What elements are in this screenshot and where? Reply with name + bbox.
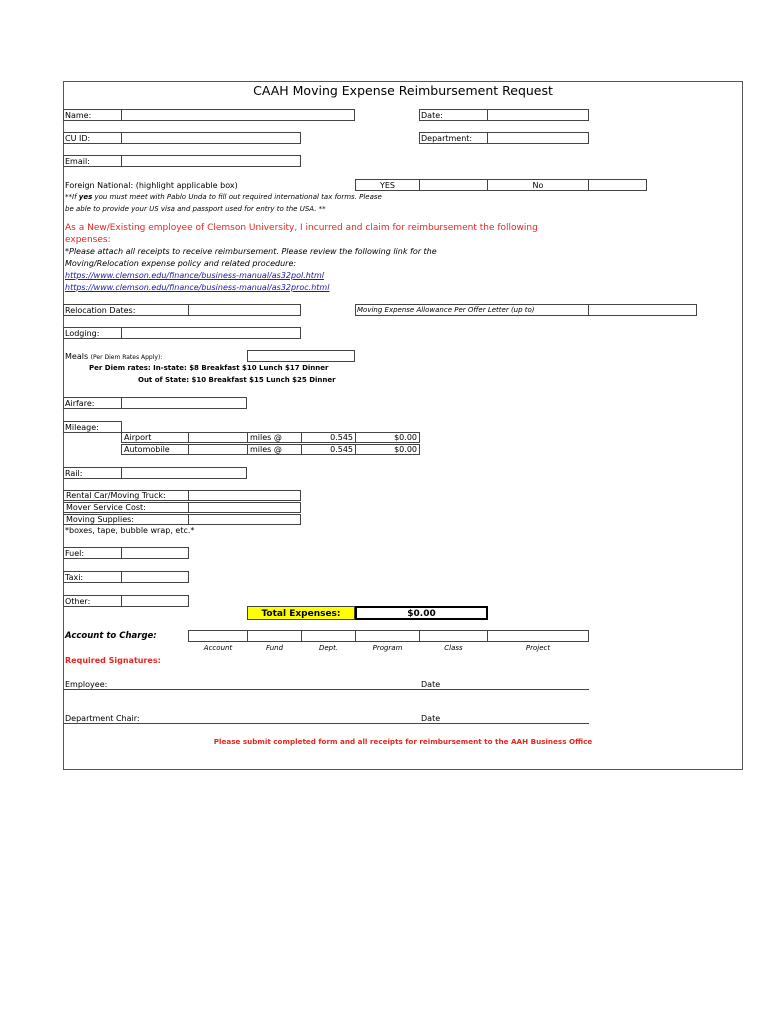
- taxi-field[interactable]: [121, 571, 189, 583]
- date-field[interactable]: [487, 109, 589, 121]
- email-label-box: [63, 155, 122, 167]
- lodging-label-box: [63, 327, 122, 339]
- fuel-field[interactable]: [121, 547, 189, 559]
- mover-service-field[interactable]: [188, 502, 301, 513]
- meals-label: [65, 351, 162, 363]
- required-signatures-heading: Required Signatures:: [65, 656, 161, 665]
- lodging-field[interactable]: [121, 327, 301, 339]
- cu-id-field[interactable]: [121, 132, 301, 144]
- program-field[interactable]: [355, 630, 420, 642]
- chair-date-label: Date: [421, 714, 441, 723]
- chair-signature-line[interactable]: [63, 723, 589, 724]
- moving-supplies-field[interactable]: [188, 514, 301, 525]
- submission-instruction: Please submit completed form and all receipts for reimbursement to the AAH Business Office: [213, 737, 593, 746]
- mover-service-label: Mover Service Cost:: [63, 502, 189, 513]
- department-label-box: [419, 132, 488, 144]
- allowance-field[interactable]: [588, 304, 697, 316]
- mileage-rate-airport: 0.545: [301, 432, 356, 443]
- mileage-unit-airport: miles @: [247, 432, 302, 443]
- yes-mark-box[interactable]: [419, 179, 488, 191]
- account-field[interactable]: [188, 630, 248, 642]
- form-title: CAAH Moving Expense Reimbursement Request: [253, 83, 553, 98]
- mileage-miles-automobile[interactable]: [188, 444, 248, 455]
- fund-field[interactable]: [247, 630, 302, 642]
- dept-col-label: Dept.: [318, 644, 339, 652]
- cu-id-label-box: [63, 132, 122, 144]
- moving-supplies-label: Moving Supplies:: [63, 514, 189, 525]
- name-field[interactable]: [121, 109, 355, 121]
- rail-field[interactable]: [121, 467, 247, 479]
- airfare-field[interactable]: [121, 397, 247, 409]
- fund-col-label: Fund: [265, 644, 284, 652]
- dept-field[interactable]: [301, 630, 356, 642]
- taxi-label: Taxi:: [65, 573, 84, 582]
- yes-option: YES: [379, 181, 396, 190]
- relocation-dates-label: Relocation Dates:: [65, 306, 136, 315]
- airfare-label-box: [63, 397, 122, 409]
- other-label: Other:: [65, 597, 91, 606]
- mileage-amount-automobile: $0.00: [355, 444, 420, 455]
- airfare-label: Airfare:: [65, 399, 95, 408]
- email-field[interactable]: [121, 155, 301, 167]
- per-diem-in-state: Per Diem rates: In-state: $8 Breakfast $10 Lunch $17 Dinner: [89, 364, 329, 372]
- employee-signature-label: Employee:: [65, 680, 108, 689]
- mileage-rate-automobile: 0.545: [301, 444, 356, 455]
- claim-statement-line1: As a New/Existing employee of Clemson University, I incurred and claim for reimbursement the following: [65, 223, 538, 233]
- lodging-label: Lodging:: [65, 329, 100, 338]
- date-label-box: [419, 109, 488, 121]
- claim-note-line1: *Please attach all receipts to receive reimbursement. Please review the following link for the: [65, 247, 437, 256]
- other-field[interactable]: [121, 595, 189, 607]
- mileage-label: Mileage:: [65, 423, 99, 432]
- department-field[interactable]: [487, 132, 589, 144]
- foreign-note-line1: [65, 192, 382, 202]
- moving-supplies-note: *boxes, tape, bubble wrap, etc.*: [65, 526, 195, 535]
- total-expenses-label: Total Expenses:: [247, 606, 355, 620]
- per-diem-out-of-state: Out of State: $10 Breakfast $15 Lunch $25 Dinner: [138, 376, 336, 384]
- project-col-label: Project: [525, 644, 551, 652]
- meals-label-main: Meals: [65, 352, 89, 361]
- rental-car-label: Rental Car/Moving Truck:: [63, 490, 189, 501]
- relocation-dates-label-box: [63, 304, 189, 316]
- meals-label-sub: (Per Diem Rates Apply):: [90, 354, 163, 361]
- foreign-note-line2: be able to provide your US visa and passport used for entry to the USA. **: [65, 205, 326, 213]
- total-expenses-value: $0.00: [355, 606, 488, 620]
- policy-link[interactable]: https://www.clemson.edu/finance/business-manual/as32pol.html: [65, 271, 324, 280]
- foreign-note-prefix: **If: [65, 193, 79, 201]
- employee-signature-line[interactable]: [63, 689, 589, 690]
- mileage-miles-airport[interactable]: [188, 432, 248, 443]
- allowance-label: Moving Expense Allowance Per Offer Letter (up to): [357, 306, 535, 314]
- claim-note-line2: Moving/Relocation expense policy and related procedure:: [65, 259, 297, 268]
- name-label: Name:: [65, 111, 92, 120]
- claim-statement-line2: expenses:: [65, 235, 111, 245]
- fuel-label: Fuel:: [65, 549, 85, 558]
- mileage-type-automobile: Automobile: [121, 444, 189, 455]
- class-field[interactable]: [419, 630, 488, 642]
- account-col-label: Account: [203, 644, 233, 652]
- rental-car-field[interactable]: [188, 490, 301, 501]
- program-col-label: Program: [372, 644, 403, 652]
- name-label-box: [63, 109, 122, 121]
- mileage-type-airport: Airport: [121, 432, 189, 443]
- mileage-label-box: [63, 421, 122, 433]
- department-label: Department:: [421, 134, 473, 143]
- foreign-note-rest: you must meet with Pablo Unda to fill out required international tax forms. Please: [92, 193, 382, 201]
- account-to-charge-label: Account to Charge:: [65, 631, 157, 641]
- cu-id-label: CU ID:: [65, 134, 91, 143]
- rail-label: Rail:: [65, 469, 83, 478]
- chair-signature-label: Department Chair:: [65, 714, 140, 723]
- other-label-box: [63, 595, 122, 607]
- fuel-label-box: [63, 547, 122, 559]
- relocation-dates-field[interactable]: [188, 304, 301, 316]
- project-field[interactable]: [487, 630, 589, 642]
- class-col-label: Class: [444, 644, 463, 652]
- no-mark-box[interactable]: [588, 179, 647, 191]
- mileage-unit-automobile: miles @: [247, 444, 302, 455]
- procedure-link[interactable]: https://www.clemson.edu/finance/business-manual/as32proc.html: [65, 283, 330, 292]
- email-label: Email:: [65, 157, 90, 166]
- date-label: Date:: [421, 111, 443, 120]
- meals-field[interactable]: [247, 350, 355, 362]
- taxi-label-box: [63, 571, 122, 583]
- foreign-note-bold: yes: [78, 193, 93, 201]
- employee-date-label: Date: [421, 680, 441, 689]
- foreign-national-label: Foreign National: (highlight applicable box): [65, 181, 238, 190]
- no-option: No: [532, 181, 544, 190]
- rail-label-box: [63, 467, 122, 479]
- mileage-amount-airport: $0.00: [355, 432, 420, 443]
